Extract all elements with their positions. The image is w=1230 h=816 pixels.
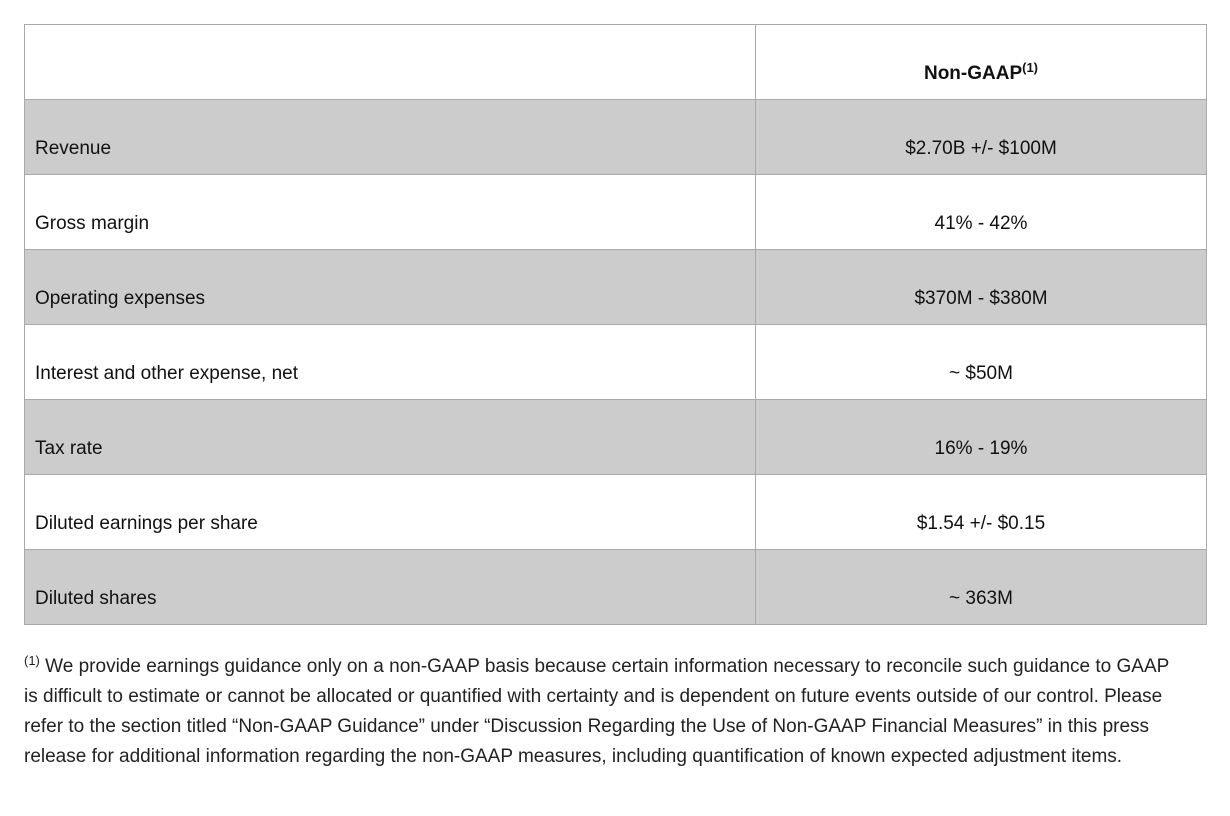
row-value: 41% - 42% — [756, 175, 1207, 250]
guidance-table — [24, 24, 1207, 625]
row-label: Tax rate — [25, 400, 756, 475]
table-row — [25, 100, 1207, 175]
header-value-text: Non-GAAP — [923, 63, 1023, 84]
row-value: $2.70B +/- $100M — [756, 100, 1207, 175]
header-value-cell — [756, 25, 1207, 100]
footnote — [24, 652, 1184, 772]
row-label: Gross margin — [25, 175, 756, 250]
table-row — [25, 550, 1207, 625]
row-label: Diluted shares — [25, 550, 756, 625]
row-value: ~ 363M — [756, 550, 1207, 625]
table-row — [25, 250, 1207, 325]
row-label: Revenue — [25, 100, 756, 175]
row-label: Diluted earnings per share — [25, 475, 756, 550]
header-footnote-marker: (1) — [1022, 60, 1039, 75]
table-row — [25, 400, 1207, 475]
footnote-marker: (1) — [24, 653, 40, 668]
row-value: 16% - 19% — [756, 400, 1207, 475]
row-value: ~ $50M — [756, 325, 1207, 400]
table-row — [25, 175, 1207, 250]
header-label-cell — [25, 25, 756, 100]
table-row — [25, 475, 1207, 550]
row-label: Operating expenses — [25, 250, 756, 325]
row-value: $1.54 +/- $0.15 — [756, 475, 1207, 550]
row-label: Interest and other expense, net — [25, 325, 756, 400]
row-value: $370M - $380M — [756, 250, 1207, 325]
footnote-text: We provide earnings guidance only on a non-GAAP basis because certain information necessary to reconcile such guidance to GAAP is difficult to estimate or cannot be allocated or quantified with certainty and is dependent on future events outside of our control. Please refer to the section titled “Non-GAAP Guidance” under “Discussion Regarding the Use of Non-GAAP Financial Measures” in this press release for additional information regarding the non-GAAP measures, including quantification of known expected adjustment items. — [24, 656, 1169, 767]
header-row — [25, 25, 1207, 100]
table-row — [25, 325, 1207, 400]
